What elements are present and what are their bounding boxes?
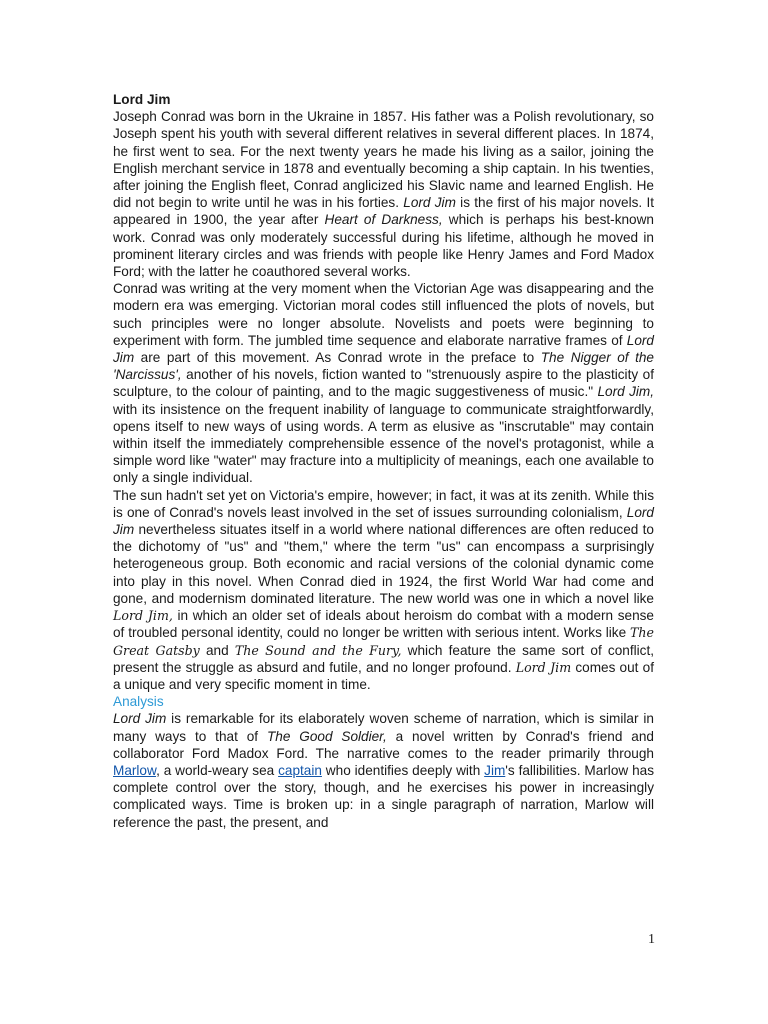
p3-text-c: in which an older set of ideals about heroism do combat with a modern sense of troubled personal identity, could no longer be written with serious intent. Works like bbox=[113, 608, 654, 641]
page-number: 1 bbox=[648, 932, 655, 947]
p2-italic-3: Lord Jim, bbox=[597, 384, 654, 400]
p4-text-b: a novel written by Conrad's friend and collaborator Ford Madox Ford. The narrative comes to the reader primarily through bbox=[113, 728, 654, 761]
analysis-heading: Analysis bbox=[113, 694, 164, 710]
p2-italic-1: Lord Jim bbox=[113, 332, 654, 366]
paragraph-3 bbox=[113, 487, 654, 693]
p3-italic-5: Lord Jim bbox=[515, 659, 572, 675]
captain-link[interactable]: captain bbox=[278, 762, 322, 778]
p3-text-f: comes out of a unique and very specific moment in time. bbox=[113, 659, 654, 692]
p1-text-a: Joseph Conrad was born in the Ukraine in 1857. His father was a Polish revolutionary, so Joseph spent his youth with several different relatives in several different places. In 1874, he first went to sea. For the next twenty years he made his living as a sailor, joining the English merchant service in 1878 and eventually becoming a ship captain. In his twenties, after joining the English fleet, Conrad anglicized his Slavic name and learned English. He did not begin to write until he was in his forties. bbox=[113, 109, 654, 211]
p2-text-b: are part of this movement. As Conrad wrote in the preface to bbox=[134, 350, 541, 366]
p2-text-d: with its insistence on the frequent inability of language to communicate straightforwardly, opens itself to new ways of using words. A term as elusive as "inscrutable" may contain within itself the immediately comprehensible essence of the novel's protagonist, while a simple word like "water" may fracture into a multiplicity of meanings, each one available to only a single individual. bbox=[113, 401, 654, 486]
p3-text-b: nevertheless situates itself in a world where national differences are often reduced to the dichotomy of "us" and "them," where the term "us" can encompass a surprisingly heterogeneous group. Both economic and racial versions of the colonial dynamic come into play in this novel. When Conrad died in 1924, the first World War had come and gone, and modernism dominated literature. The new world was one in which a novel like bbox=[113, 522, 654, 606]
document-title: Lord Jim bbox=[113, 92, 171, 107]
paragraph-1 bbox=[113, 108, 654, 280]
paragraph-2 bbox=[113, 280, 654, 486]
p1-text-b: is the first of his major novels. It appeared in 1900, the year after bbox=[113, 195, 654, 228]
marlow-link[interactable]: Marlow bbox=[113, 762, 157, 778]
p3-italic-4: The Sound and the Fury, bbox=[234, 642, 402, 658]
p3-italic-1: Lord Jim bbox=[113, 504, 654, 538]
p4-italic-2: The Good Soldier, bbox=[266, 728, 387, 744]
p4-text-d: who identifies deeply with bbox=[321, 762, 485, 778]
p2-italic-2: The Nigger of the 'Narcissus', bbox=[113, 350, 654, 383]
p4-italic-1: Lord Jim bbox=[113, 711, 167, 727]
p4-text-e: 's fallibilities. Marlow has complete control over the story, though, and he exercises his power in increasingly complicated ways. Time is broken up: in a single paragraph of narration, Marlow will reference the past, the present, and bbox=[113, 762, 654, 830]
p2-text-c: another of his novels, fiction wanted to "strenuously aspire to the plasticity of sculpture, to the colour of painting, and to the magic suggestiveness of music." bbox=[113, 367, 654, 400]
p4-text-a: is remarkable for its elaborately woven scheme of narration, which is similar in many ways to that of bbox=[113, 711, 654, 744]
p1-text-c: which is perhaps his best-known work. Conrad was only moderately successful during his lifetime, although he moved in prominent literary circles and was friends with people like Henry James and Ford Madox Ford; with the latter he coauthored several works. bbox=[113, 212, 654, 280]
paragraph-4 bbox=[113, 710, 654, 830]
jim-link[interactable]: Jim bbox=[484, 762, 506, 778]
p3-text-a: The sun hadn't set yet on Victoria's empire, however; in fact, it was at its zenith. While this is one of Conrad's novels least involved in the set of issues surrounding colonialism, bbox=[113, 487, 654, 520]
p4-text-c: , a world-weary sea bbox=[156, 762, 279, 778]
p1-italic-1: Lord Jim bbox=[403, 195, 456, 211]
p1-italic-2: Heart of Darkness, bbox=[324, 212, 443, 228]
p2-text-a: Conrad was writing at the very moment when the Victorian Age was disappearing and the modern era was emerging. Victorian moral codes still influenced the plots of novels, but such principles were no longer absolute. Novelists and poets were beginning to experiment with form. The jumbled time sequence and elaborate narrative frames of bbox=[113, 281, 654, 348]
p3-text-e: which feature the same sort of conflict, present the struggle as absurd and futile, and no longer profound. bbox=[113, 642, 655, 675]
p3-italic-2: Lord Jim, bbox=[113, 608, 173, 624]
document-page bbox=[113, 91, 654, 831]
p3-text-d: and bbox=[199, 642, 235, 658]
p3-italic-3: The Great Gatsby bbox=[113, 625, 654, 658]
